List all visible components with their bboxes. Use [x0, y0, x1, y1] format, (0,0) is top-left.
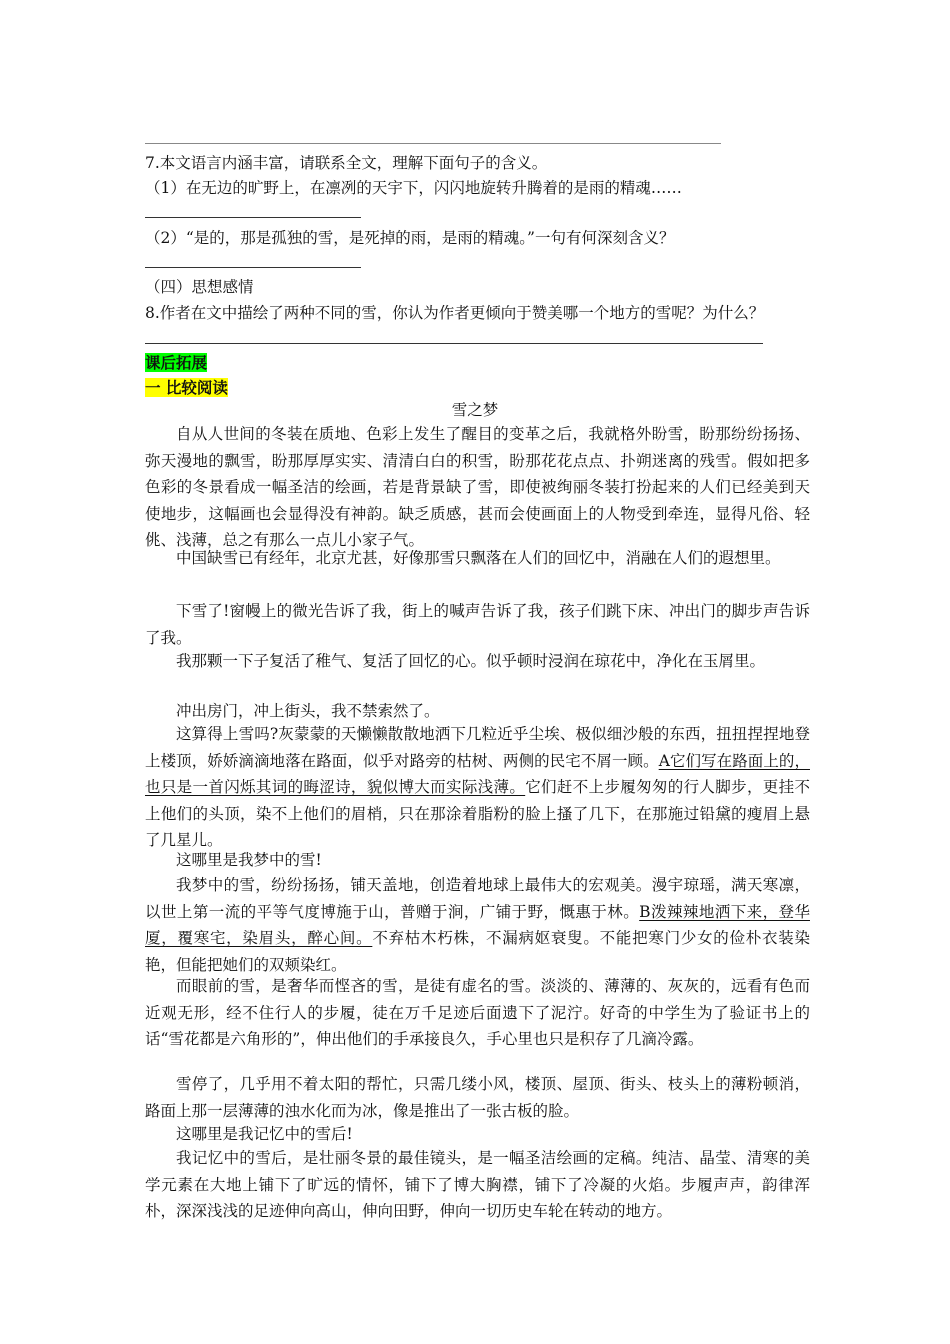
- answer-line: [145, 217, 361, 218]
- question-7-2: （2）“是的，那是孤独的雪，是死掉的雨，是雨的精魂。”一句有何深刻含义？: [145, 229, 675, 247]
- paragraph-2: 中国缺雪已有经年，北京尤甚，好像那雪只飘落在人们的回忆中，消融在人们的遐想里。: [176, 549, 781, 567]
- underlined-sentence-a: A它们写在路面上的，也只是一首闪烁其词的晦涩诗，貌似博大而实际浅薄。: [145, 751, 810, 796]
- paragraph-8: [145, 872, 810, 978]
- paragraph-8-text-b: 不弃枯木朽株，不漏病妪衰叟。不能把寒门少女的俭朴衣装染艳，但能把她们的双颊染红。: [145, 929, 810, 974]
- paragraph-5: 冲出房门，冲上街头，我不禁索然了。: [176, 702, 440, 720]
- extension-heading: [145, 351, 207, 375]
- comparison-reading-heading: [145, 376, 228, 400]
- paragraph-3: 下雪了!窗幔上的微光告诉了我，街上的喊声告诉了我，孩子们跳下床、冲出门的脚步声告诉了我。: [145, 602, 810, 647]
- answer-line: [145, 267, 361, 268]
- question-7: 7.本文语言内涵丰富，请联系全文，理解下面句子的含义。: [145, 154, 548, 172]
- section-heading-4: （四）思想感情: [145, 278, 254, 296]
- answer-line: [145, 143, 721, 144]
- paragraph-7: 这哪里是我梦中的雪!: [176, 851, 322, 869]
- paragraph-9: 而眼前的雪，是奢华而悭吝的雪，是徒有虚名的雪。淡淡的、薄薄的、灰灰的，远看有色而近观无形，经不住行人的步履，徒在万千足迹后面遗下了泥泞。好奇的中学生为了验证书上的话“雪花都是六角形的”，伸出他们的手承接良久，手心里也只是积存了几滴冷露。: [145, 977, 810, 1048]
- article-title: 雪之梦: [451, 401, 499, 419]
- paragraph-6-text-a: 这算得上雪吗?灰蒙蒙的天懒懒散散地洒下几粒近乎尘埃、极似细沙般的东西，扭扭捏捏地登上楼顶，娇娇滴滴地落在路面，似乎对路旁的枯树、两侧的民宅不屑一顾。: [145, 725, 810, 770]
- question-7-1: （1）在无边的旷野上，在凛冽的天宇下，闪闪地旋转升腾着的是雨的精魂……: [145, 179, 682, 197]
- paragraph-8-text-a: 我梦中的雪，纷纷扬扬，铺天盖地，创造着地球上最伟大的宏观美。漫宇琼瑶，满天寒凛，以世上第一流的平等气度博施于山，普赠于涧，广铺于野，慨惠于林。: [145, 876, 810, 921]
- paragraph-1: 自从人世间的冬装在质地、色彩上发生了醒目的变革之后，我就格外盼雪，盼那纷纷扬扬、弥天漫地的飘雪，盼那厚厚实实、清清白白的积雪，盼那花花点点、扑朔迷离的残雪。假如把多色彩的冬景看成一幅圣洁的绘画，若是背景缺了雪，即使被绚丽冬装打扮起来的人们已经美到天使地步，这幅画也会显得没有神韵。缺乏质感，甚而会使画面上的人物受到牵连，显得凡俗、轻佻、浅薄，总之有那么一点儿小家子气。: [145, 425, 810, 549]
- paragraph-6: [145, 721, 810, 854]
- paragraph-10: 雪停了，几乎用不着太阳的帮忙，只需几缕小风，楼顶、屋顶、街头、枝头上的薄粉顿消，路面上那一层薄薄的浊水化而为冰，像是推出了一张古板的脸。: [145, 1075, 810, 1120]
- question-8: 8.作者在文中描绘了两种不同的雪，你认为作者更倾向于赞美哪一个地方的雪呢？为什么？: [145, 304, 765, 322]
- paragraph-6-text-b: 它们赶不上步履匆匆的行人脚步，更挂不上他们的头顶，染不上他们的眉梢，只在那涂着脂粉的脸上搔了几下，在那施过铅黛的瘦眉上悬了几星儿。: [145, 778, 810, 849]
- underlined-sentence-b: B泼辣辣地洒下来，登华厦，覆寒宅，染眉头，醉心间。: [145, 902, 810, 947]
- answer-line: [145, 343, 763, 344]
- comparison-reading-text: 一 比较阅读: [145, 378, 228, 397]
- paragraph-12: 我记忆中的雪后，是壮丽冬景的最佳镜头，是一幅圣洁绘画的定稿。纯洁、晶莹、清寒的美学元素在大地上铺下了旷远的情怀，铺下了博大胸襟，铺下了冷凝的火焰。步履声声，韵律浑朴，深深浅浅的足迹伸向高山，伸向田野，伸向一切历史车轮在转动的地方。: [145, 1149, 810, 1220]
- paragraph-11: 这哪里是我记忆中的雪后!: [176, 1125, 353, 1143]
- paragraph-4: 我那颗一下子复活了稚气、复活了回忆的心。似乎顿时浸润在琼花中，净化在玉屑里。: [176, 652, 766, 670]
- extension-heading-text: 课后拓展: [145, 353, 208, 372]
